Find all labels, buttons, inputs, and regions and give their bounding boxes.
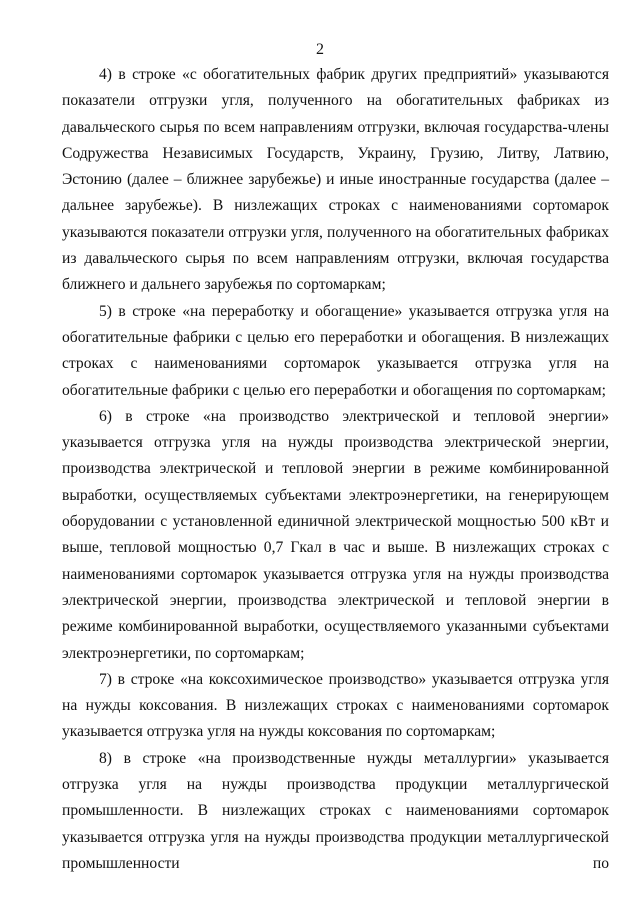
paragraph-item-7: 7) в строке «на коксохимическое производство» указывается отгрузка угля на нужды коксования. В низлежащих строках с наименованиями сортомарок указывается отгрузка угля на нужды коксования по сортомаркам; — [62, 670, 609, 741]
page-number: 2 — [316, 41, 324, 58]
paragraph-item-4: 4) в строке «с обогатительных фабрик других предприятий» указываются показатели отгрузки угля, полученного на обогатительных фабриках из давальческого сырья по всем направлениям отгрузки, включая государства-члены Содружества Независимых Государств, Украину, Грузию, Литву, Латвию, Эстонию (далее – ближнее зарубежье) и иные иностранные государства (далее – дальнее зарубежье). В низлежащих строках с наименованиями сортомарок указываются показатели отгрузки угля, полученного на обогатительных фабриках из давальческого сырья по всем направлениям отгрузки, включая государства ближнего и дальнего зарубежья по сортомаркам; — [62, 66, 609, 294]
paragraph-item-8: 8) в строке «на производственные нужды металлургии» указывается отгрузка угля на нужды производства продукции металлургической промышленности. В низлежащих строках с наименованиями сортомарок указывается отгрузка угля на нужды производства продукции металлургической промышленности по — [62, 749, 609, 872]
document-body — [62, 62, 609, 877]
paragraph-item-5: 5) в строке «на переработку и обогащение» указывается отгрузка угля на обогатительные фабрики с целью его переработки и обогащения. В низлежащих строках с наименованиями сортомарок указывается отгрузка угля на обогатительные фабрики с целью его переработки и обогащения по сортомаркам; — [62, 302, 609, 399]
paragraph-item-6: 6) в строке «на производство электрической и тепловой энергии» указывается отгрузка угля на нужды производства электрической энергии, производства электрической и тепловой энергии в режиме комбинированной выработки, осуществляемых субъектами электроэнергетики, на генерирующем оборудовании с установленной единичной электрической мощностью 500 кВт и выше, тепловой мощностью 0,7 Гкал в час и выше. В низлежащих строках с наименованиями сортомарок указывается отгрузка угля на нужды производства электрической энергии, производства электрической и тепловой энергии в режиме комбинированной выработки, осуществляемого указанными субъектами электроэнергетики, по сортомаркам; — [62, 407, 609, 662]
